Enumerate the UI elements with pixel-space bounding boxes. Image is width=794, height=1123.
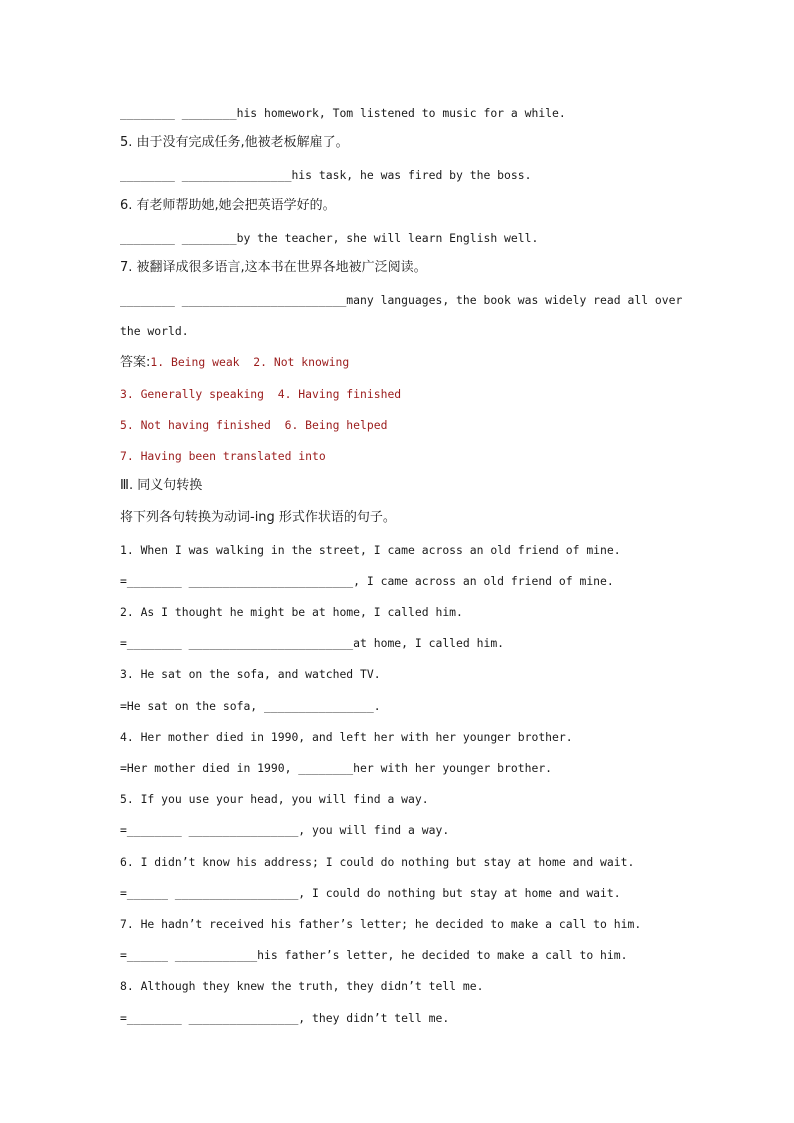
- conversion-answer-7: =______ ____________his father’s letter, he decided to make a call to him.: [120, 948, 628, 962]
- question-7-chinese: 7. 被翻译成很多语言,这本书在世界各地被广泛阅读。: [120, 260, 427, 275]
- question-6-chinese: 6. 有老师帮助她,她会把英语学好的。: [120, 198, 336, 213]
- section-3-instruction: 将下列各句转换为动词-ing 形式作状语的句子。: [120, 510, 396, 525]
- conversion-question-8: 8. Although they knew the truth, they didn’t tell me.: [120, 979, 484, 993]
- conversion-answer-8: =________ ________________, they didn’t tell me.: [120, 1011, 450, 1025]
- question-7-blank-continued: the world.: [120, 324, 189, 338]
- conversion-answer-3: =He sat on the sofa, ________________.: [120, 699, 381, 713]
- translation-blank-line: ________ ________his homework, Tom listened to music for a while.: [120, 106, 566, 120]
- conversion-answer-2: =________ ________________________at home, I called him.: [120, 636, 505, 650]
- conversion-question-4: 4. Her mother died in 1990, and left her with her younger brother.: [120, 730, 573, 744]
- conversion-answer-1: =________ ________________________, I came across an old friend of mine.: [120, 574, 614, 588]
- question-5-chinese: 5. 由于没有完成任务,他被老板解雇了。: [120, 135, 349, 150]
- conversion-question-7: 7. He hadn’t received his father’s letter; he decided to make a call to him.: [120, 917, 642, 931]
- answers-text-1: 1. Being weak 2. Not knowing: [150, 355, 350, 369]
- question-5-blank: ________ ________________his task, he was fired by the boss.: [120, 168, 532, 182]
- conversion-question-3: 3. He sat on the sofa, and watched TV.: [120, 667, 381, 681]
- section-3-heading: Ⅲ. 同义句转换: [120, 478, 203, 493]
- conversion-question-5: 5. If you use your head, you will find a way.: [120, 792, 429, 806]
- conversion-question-6: 6. I didn’t know his address; I could do nothing but stay at home and wait.: [120, 855, 635, 869]
- question-6-blank: ________ ________by the teacher, she will learn English well.: [120, 231, 539, 245]
- question-7-blank: ________ ________________________many languages, the book was widely read all over: [120, 293, 683, 307]
- answers-line-2: 3. Generally speaking 4. Having finished: [120, 387, 402, 401]
- conversion-question-1: 1. When I was walking in the street, I came across an old friend of mine.: [120, 543, 621, 557]
- conversion-answer-6: =______ __________________, I could do nothing but stay at home and wait.: [120, 886, 621, 900]
- answers-line-1: [120, 354, 349, 371]
- conversion-question-2: 2. As I thought he might be at home, I called him.: [120, 605, 463, 619]
- answers-line-3: 5. Not having finished 6. Being helped: [120, 418, 388, 432]
- conversion-answer-5: =________ ________________, you will find a way.: [120, 823, 450, 837]
- answers-line-4: 7. Having been translated into: [120, 449, 326, 463]
- answers-label: 答案:: [120, 355, 151, 370]
- conversion-answer-4: =Her mother died in 1990, ________her with her younger brother.: [120, 761, 553, 775]
